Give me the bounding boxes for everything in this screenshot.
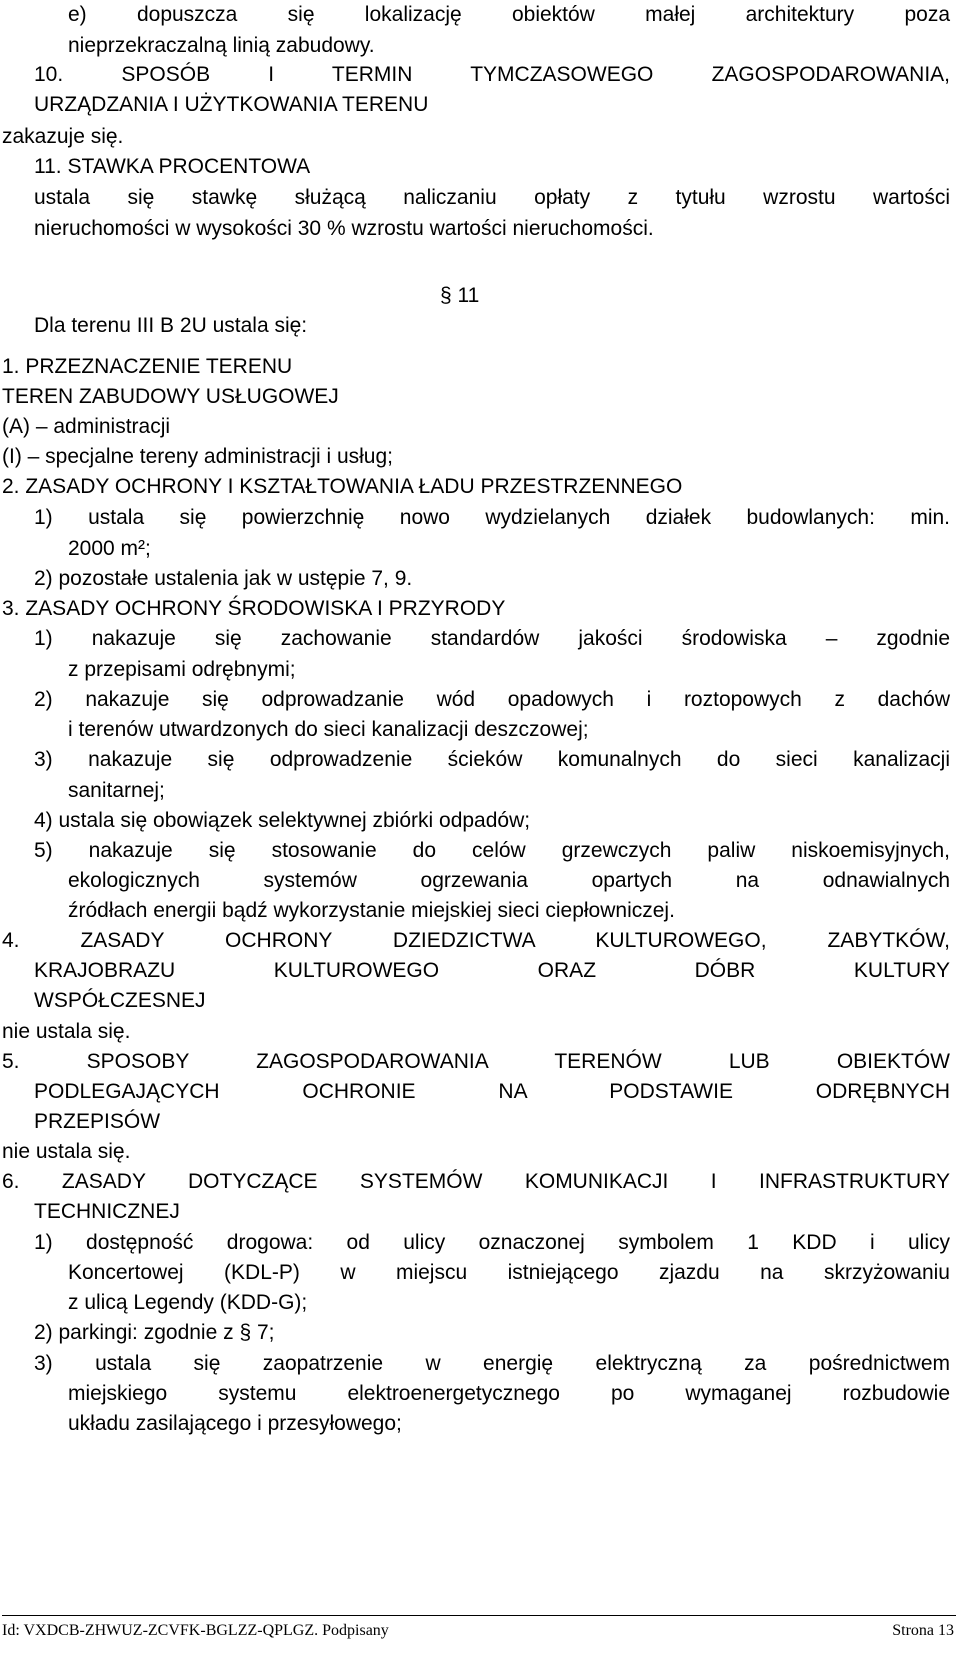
item-3-5-cont2: źródłach energii bądź wykorzystanie miejskiej sieci ciepłowniczej.: [68, 899, 675, 922]
item-i: (I) – specjalne tereny administracji i usług;: [2, 445, 394, 468]
section-11-heading: 11. STAWKA PROCENTOWA: [34, 155, 311, 178]
item-3-5: 5) nakazuje się stosowanie do celów grzewczych paliw niskoemisyjnych,: [34, 839, 950, 862]
heading-4-body: nie ustala się.: [2, 1020, 131, 1043]
item-3-1-cont: z przepisami odrębnymi;: [68, 658, 296, 681]
section-11-body-cont: nieruchomości w wysokości 30 % wzrostu wartości nieruchomości.: [34, 217, 654, 240]
item-3-3-cont: sanitarnej;: [68, 779, 165, 802]
item-6-1-cont: Koncertowej (KDL-P) w miejscu istniejącego zjazdu na skrzyżowaniu: [68, 1261, 950, 1284]
item-2-1: 1) ustala się powierzchnię nowo wydzielanych działek budowlanych: min.: [34, 506, 950, 529]
item-3-2: 2) nakazuje się odprowadzanie wód opadowych i roztopowych z dachów: [34, 688, 950, 711]
heading-3: 3. ZASADY OCHRONY ŚRODOWISKA I PRZYRODY: [2, 597, 506, 620]
heading-6: 6. ZASADY DOTYCZĄCE SYSTEMÓW KOMUNIKACJI I INFRASTRUKTURY: [2, 1170, 950, 1193]
item-6-1-cont2: z ulicą Legendy (KDD-G);: [68, 1291, 308, 1314]
heading-5-cont: PODLEGAJĄCYCH OCHRONIE NA PODSTAWIE ODRĘBNYCH: [34, 1080, 950, 1103]
item-2-1-cont: 2000 m²;: [68, 537, 151, 560]
item-3-1: 1) nakazuje się zachowanie standardów jakości środowiska – zgodnie: [34, 627, 950, 650]
section-10-heading-cont: URZĄDZANIA I UŻYTKOWANIA TERENU: [34, 93, 429, 116]
clause-e-line-cont: nieprzekraczalną linią zabudowy.: [68, 34, 375, 57]
item-6-3-cont2: układu zasilającego i przesyłowego;: [68, 1412, 402, 1435]
item-6-3-cont: miejskiego systemu elektroenergetycznego po wymaganej rozbudowie: [68, 1382, 950, 1405]
heading-4: 4. ZASADY OCHRONY DZIEDZICTWA KULTUROWEGO, ZABYTKÓW,: [2, 929, 950, 952]
heading-1: 1. PRZEZNACZENIE TERENU: [2, 355, 293, 378]
item-6-3: 3) ustala się zaopatrzenie w energię elektryczną za pośrednictwem: [34, 1352, 950, 1375]
clause-e-line: e) dopuszcza się lokalizację obiektów małej architektury poza: [68, 3, 950, 26]
section-10-heading: 10. SPOSÓB I TERMIN TYMCZASOWEGO ZAGOSPODAROWANIA,: [34, 63, 950, 86]
footer-document-id: Id: VXDCB-ZHWUZ-ZCVFK-BGLZZ-QPLGZ. Podpisany: [2, 1622, 389, 1639]
heading-5-body: nie ustala się.: [2, 1140, 131, 1163]
heading-2: 2. ZASADY OCHRONY I KSZTAŁTOWANIA ŁADU PRZESTRZENNEGO: [2, 475, 683, 498]
item-2-2: 2) pozostałe ustalenia jak w ustępie 7, 9.: [34, 567, 413, 590]
section-11-body: ustala się stawkę służącą naliczaniu opłaty z tytułu wzrostu wartości: [34, 186, 950, 209]
heading-5: 5. SPOSOBY ZAGOSPODAROWANIA TERENÓW LUB OBIEKTÓW: [2, 1050, 950, 1073]
item-6-1: 1) dostępność drogowa: od ulicy oznaczonej symbolem 1 KDD i ulicy: [34, 1231, 950, 1254]
heading-5-cont2: PRZEPISÓW: [34, 1110, 161, 1133]
item-3-4: 4) ustala się obowiązek selektywnej zbiórki odpadów;: [34, 809, 531, 832]
item-6-2: 2) parkingi: zgodnie z § 7;: [34, 1321, 275, 1344]
intro-text: Dla terenu III B 2U ustala się:: [34, 314, 308, 337]
item-3-3: 3) nakazuje się odprowadzenie ścieków komunalnych do sieci kanalizacji: [34, 748, 950, 771]
item-a: (A) – administracji: [2, 415, 171, 438]
footer-page-number: Strona 13: [892, 1622, 954, 1639]
item-3-2-cont: i terenów utwardzonych do sieci kanalizacji deszczowej;: [68, 718, 589, 741]
section-10-body: zakazuje się.: [2, 125, 124, 148]
item-3-5-cont: ekologicznych systemów ogrzewania opartych na odnawialnych: [68, 869, 950, 892]
footer-divider: [2, 1615, 956, 1616]
heading-4-cont: KRAJOBRAZU KULTUROWEGO ORAZ DÓBR KULTURY: [34, 959, 950, 982]
heading-1-sub: TEREN ZABUDOWY USŁUGOWEJ: [2, 385, 339, 408]
paragraph-marker: § 11: [440, 284, 480, 307]
heading-4-cont2: WSPÓŁCZESNEJ: [34, 989, 206, 1012]
heading-6-cont: TECHNICZNEJ: [34, 1200, 180, 1223]
